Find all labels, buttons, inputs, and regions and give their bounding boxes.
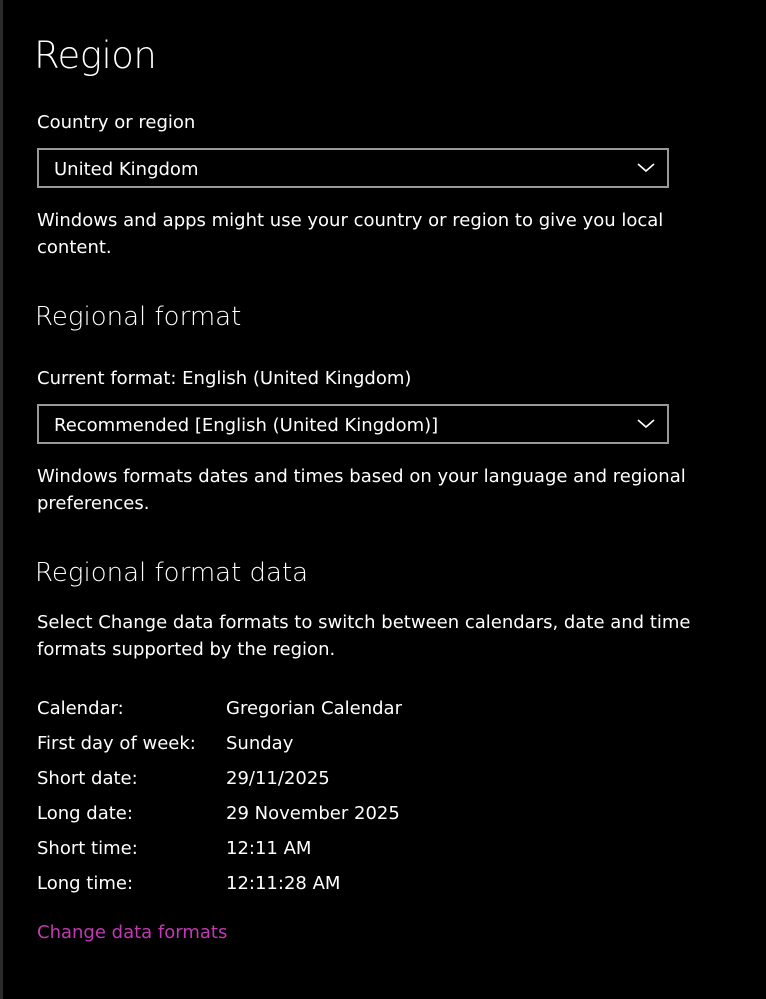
chevron-down-icon xyxy=(637,416,655,430)
regional-format-dropdown[interactable] xyxy=(37,404,669,444)
format-row-value: Sunday xyxy=(226,733,294,754)
format-row-label: Short time: xyxy=(37,838,138,859)
window-edge xyxy=(0,0,3,999)
country-description: Windows and apps might use your country or region to give you local content. xyxy=(37,210,664,258)
regional-format-heading: Regional format xyxy=(35,302,242,332)
format-row-value: 29 November 2025 xyxy=(226,803,400,824)
format-row-label: First day of week: xyxy=(37,733,196,754)
change-data-formats-link[interactable]: Change data formats xyxy=(37,922,228,943)
format-row-calendar xyxy=(37,698,637,728)
regional-format-dropdown-value: Recommended [English (United Kingdom)] xyxy=(54,415,439,436)
format-row-value: Gregorian Calendar xyxy=(226,698,402,719)
format-row-long-date xyxy=(37,803,637,833)
format-row-label: Long date: xyxy=(37,803,133,824)
format-row-value: 12:11:28 AM xyxy=(226,873,341,894)
format-row-value: 12:11 AM xyxy=(226,838,312,859)
format-row-short-date xyxy=(37,768,637,798)
country-label: Country or region xyxy=(37,112,196,133)
format-row-short-time xyxy=(37,838,637,868)
regional-format-data-heading: Regional format data xyxy=(35,558,309,588)
format-data-description: Select Change data formats to switch between calendars, date and time formats supported by the region. xyxy=(37,612,691,660)
page-title: Region xyxy=(34,34,157,77)
country-dropdown-value: United Kingdom xyxy=(54,159,199,180)
format-row-long-time xyxy=(37,873,637,903)
format-row-label: Short date: xyxy=(37,768,138,789)
format-row-label: Long time: xyxy=(37,873,134,894)
format-row-first-day xyxy=(37,733,637,763)
country-dropdown[interactable] xyxy=(37,148,669,188)
chevron-down-icon xyxy=(637,160,655,174)
format-row-label: Calendar: xyxy=(37,698,124,719)
current-format-label: Current format: English (United Kingdom) xyxy=(37,368,412,389)
format-row-value: 29/11/2025 xyxy=(226,768,330,789)
regional-format-description: Windows formats dates and times based on your language and regional preferences. xyxy=(37,466,686,514)
